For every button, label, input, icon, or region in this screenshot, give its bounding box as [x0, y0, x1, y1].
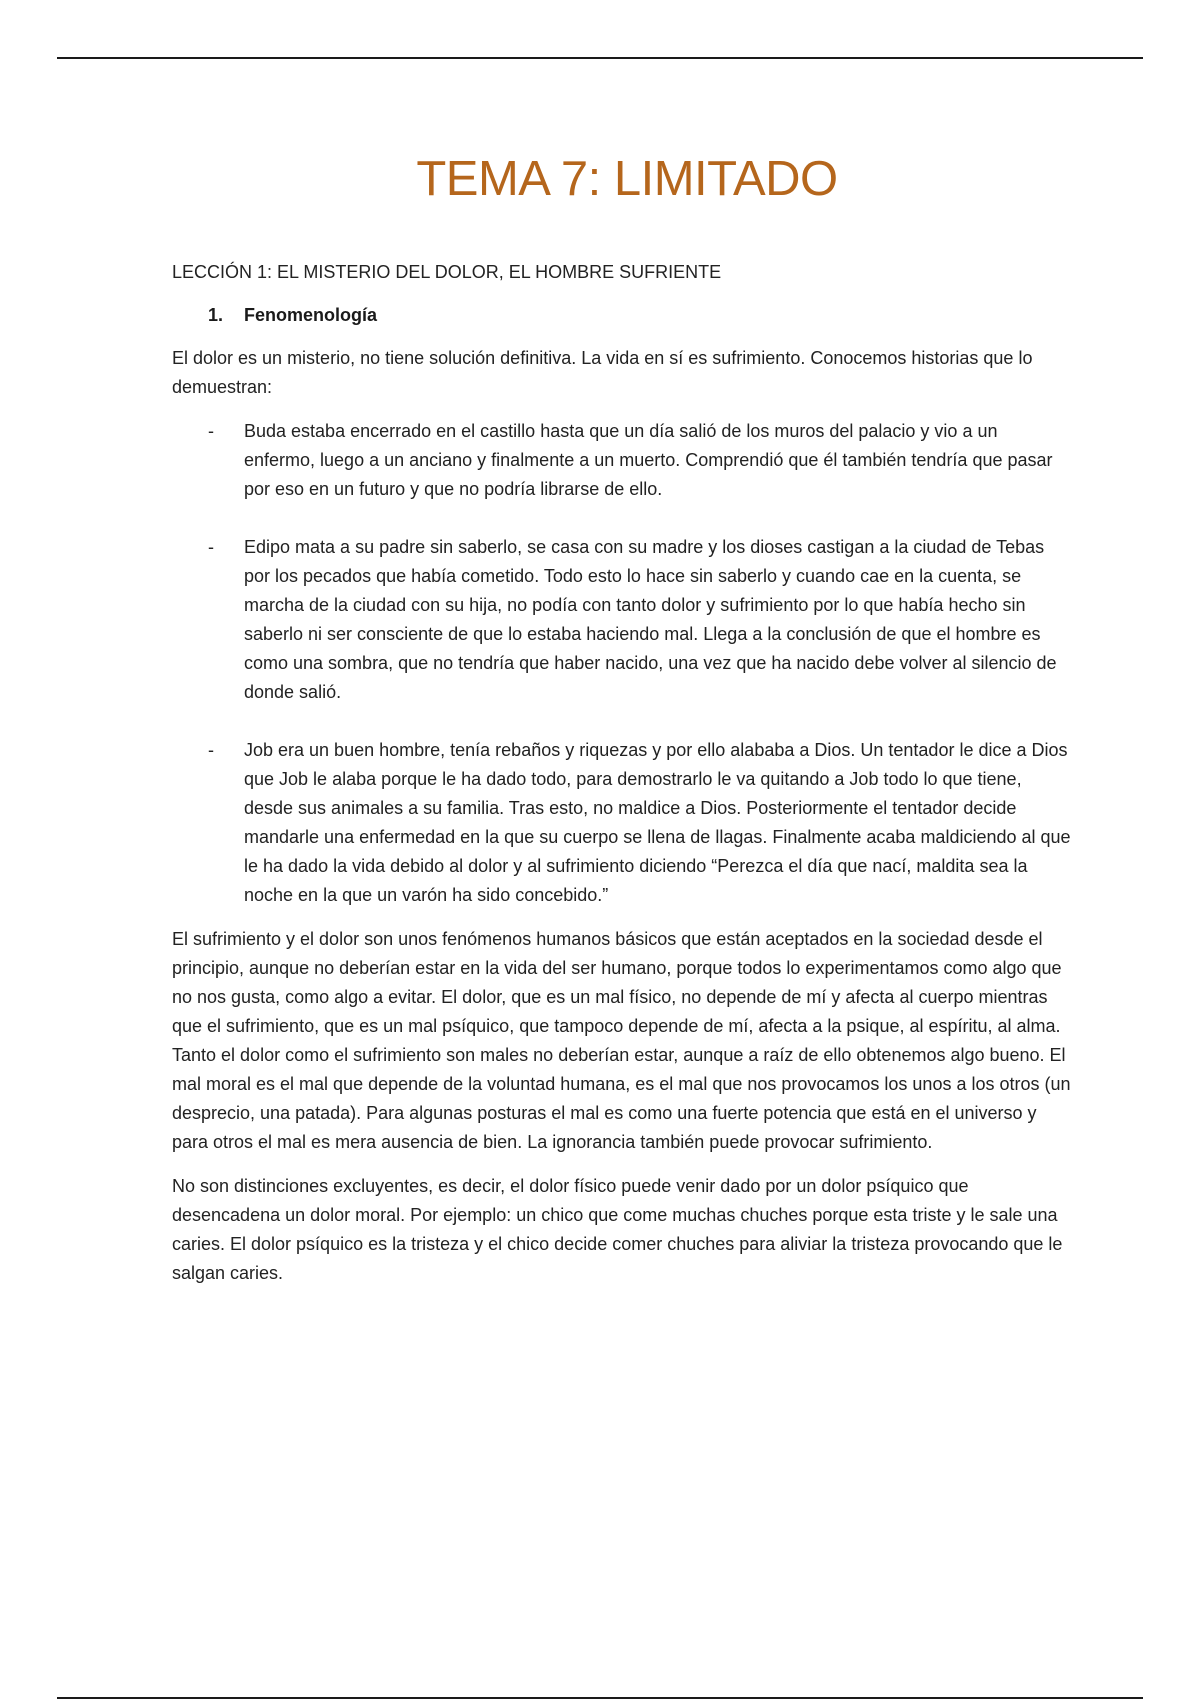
list-item-buda — [172, 417, 1072, 504]
header-rule — [57, 57, 1143, 59]
section-number: 1. — [208, 305, 224, 325]
list-item-text: Job era un buen hombre, tenía rebaños y riquezas y por ello alababa a Dios. Un tentador le dice a Dios que Job le alaba porque le ha dado todo, para demostrarlo le va quitando a Job todo lo que tiene, desde sus animales a su familia. Tras esto, no maldice a Dios. Posteriormente el tentador decide mandarle una enfermedad en la que su cuerpo se llena de llagas. Finalmente acaba maldiciendo al que le ha dado la vida debido al dolor y al sufrimiento diciendo “Perezca el día que nací, maldita sea la noche en la que un varón ha sido concebido.” — [244, 740, 1071, 905]
footer-rule — [57, 1697, 1143, 1699]
list-item-job — [172, 736, 1072, 910]
list-item-edipo — [172, 533, 1072, 707]
bullet-dash: - — [208, 537, 214, 557]
section-title: Fenomenología — [244, 305, 378, 325]
document-page — [172, 150, 1072, 1288]
body-paragraph-suffering: El sufrimiento y el dolor son unos fenómenos humanos básicos que están aceptados en la sociedad desde el principio, aunque no deberían estar en la vida del ser humano, porque todos lo experimentamos como algo que no nos gusta, como algo a evitar. El dolor, que es un mal físico, no depende de mí y afecta al cuerpo mientras que el sufrimiento, que es un mal psíquico, que tampoco depende de mí, afecta a la psique, al espíritu, al alma. Tanto el dolor como el sufrimiento son males no deberían estar, aunque a raíz de ello obtenemos algo bueno. El mal moral es el mal que depende de la voluntad humana, es el mal que nos provocamos los unos a los otros (un desprecio, una patada). Para algunas posturas el mal es como una fuerte potencia que está en el universo y para otros el mal es mera ausencia de bien. La ignorancia también puede provocar sufrimiento. — [172, 929, 1071, 1152]
section-heading — [208, 301, 1072, 329]
body-paragraph-distinctions: No son distinciones excluyentes, es decir, el dolor físico puede venir dado por un dolor psíquico que desencadena un dolor moral. Por ejemplo: un chico que come muchas chuches porque esta triste y le sale una caries. El dolor psíquico es la tristeza y el chico decide comer chuches para aliviar la tristeza provocando que le salgan caries. — [172, 1176, 1063, 1283]
bullet-dash: - — [208, 740, 214, 760]
bullet-dash: - — [208, 421, 214, 441]
story-list — [172, 417, 1072, 910]
list-item-text: Buda estaba encerrado en el castillo hasta que un día salió de los muros del palacio y vio a un enfermo, luego a un anciano y finalmente a un muerto. Comprendió que él también tendría que pasar por eso en un futuro y que no podría librarse de ello. — [244, 421, 1053, 499]
list-item-text: Edipo mata a su padre sin saberlo, se casa con su madre y los dioses castigan a la ciudad de Tebas por los pecados que había cometido. Todo esto lo hace sin saberlo y cuando cae en la cuenta, se marcha de la ciudad con su hija, no podía con tanto dolor y sufrimiento por lo que había hecho sin saberlo ni ser consciente de que lo estaba haciendo mal. Llega a la conclusión de que el hombre es como una sombra, que no tendría que haber nacido, una vez que ha nacido debe volver al silencio de donde salió. — [244, 537, 1057, 702]
lesson-heading: LECCIÓN 1: EL MISTERIO DEL DOLOR, EL HOMBRE SUFRIENTE — [172, 262, 722, 282]
intro-paragraph: El dolor es un misterio, no tiene solución definitiva. La vida en sí es sufrimiento. Conocemos historias que lo demuestran: — [172, 348, 1033, 397]
document-title: TEMA 7: LIMITADO — [416, 152, 838, 206]
